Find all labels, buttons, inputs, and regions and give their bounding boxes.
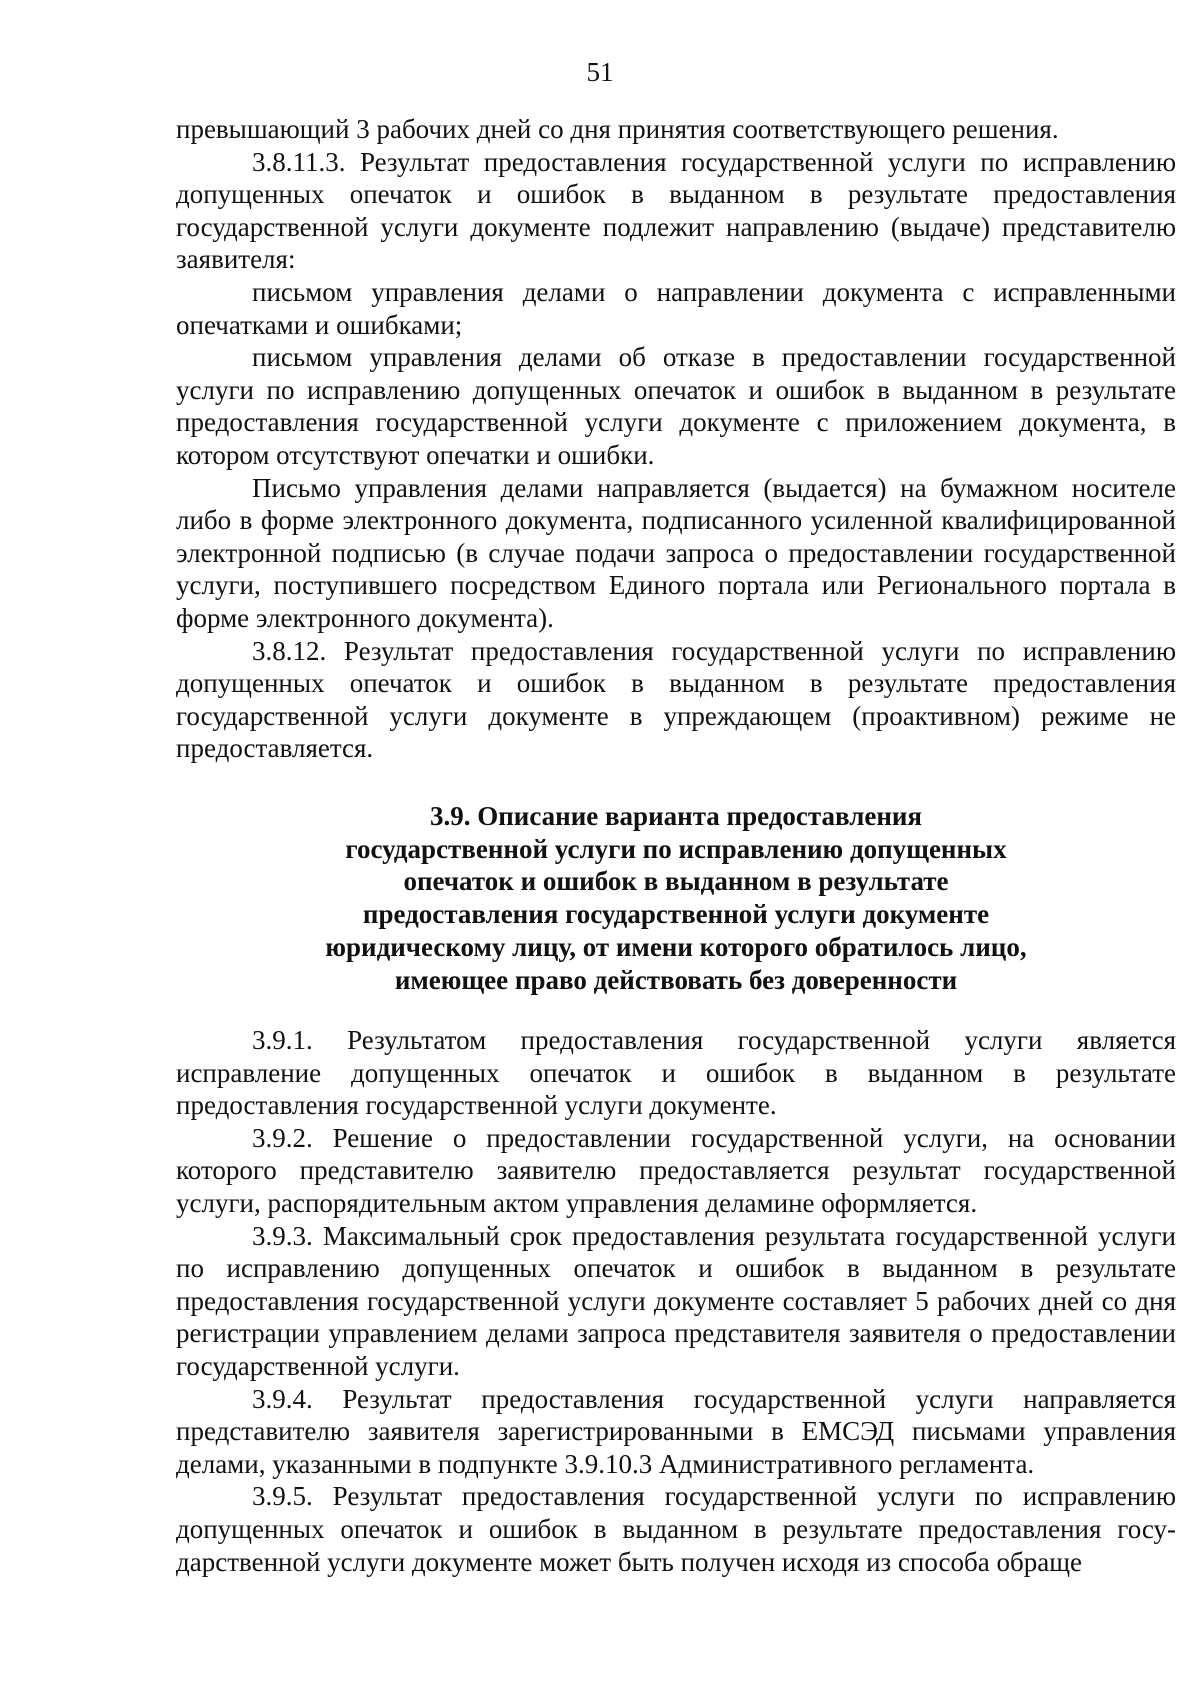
paragraph: письмом управления делами о направлении документа с исправленными опечатками и ошибками; bbox=[176, 276, 1176, 340]
body-text-top bbox=[176, 113, 1176, 765]
section-heading bbox=[176, 800, 1176, 996]
paragraph: 3.8.12. Результат предоставления государственной услуги по исправлению допущенных опечаток и ошибок в выданном в результате предоставления государственной услуги документе в упреждающем (проактивном) режиме не предоставляется. bbox=[176, 635, 1176, 764]
heading-line: опечаток и ошибок в выданном в результате bbox=[403, 866, 949, 897]
heading-line: предоставления государственной услуги документе bbox=[362, 899, 990, 930]
heading-line: 3.9. Описание варианта предоставления bbox=[429, 801, 923, 831]
paragraph: 3.9.1. Результатом предоставления государственной услуги является исправление допущенных опечаток и ошибок в выданном в результате предоставления государственной услуги документе. bbox=[176, 1025, 1176, 1121]
paragraph: превышающий 3 рабочих дней со дня принятия соответствующего решения. bbox=[176, 114, 1059, 144]
heading-line: государственной услуги по исправлению допущенных bbox=[345, 833, 1007, 864]
paragraph: письмом управления делами об отказе в предоставлении государственной услуги по исправлению допущенных опечаток и ошибок в выданном в результате предоставления государственной услуги документе с приложением документа, в котором отсутствуют опечатки и ошибки. bbox=[176, 342, 1176, 470]
paragraph: Письмо управления делами направляется (выдается) на бумажном носителе либо в форме электронного документа, подписанного усиленной квалифицированной электронной подписью (в случае подачи запроса о предоставлении государственной услуги, поступившего посредством Единого портала или Регионального портала в форме электронного документа). bbox=[176, 472, 1176, 633]
paragraph: 3.9.4. Результат предоставления государственной услуги направляется представителю заявителя зарегистрированными в ЕМСЭД письмами управления делами, указанными в подпункте 3.9.10.3 Административного регламента. bbox=[176, 1383, 1176, 1479]
paragraph: 3.8.11.3. Результат предоставления государственной услуги по исправлению допущенных опечаток и ошибок в выданном в результате предоставления государственной услуги документе подлежит направлению (выдаче) представителю заявителя: bbox=[176, 146, 1176, 275]
body-text-bottom bbox=[176, 1024, 1176, 1578]
paragraph: 3.9.2. Решение о предоставлении государственной услуги, на основании которого представителю заявителю предоставляется результат государственной услуги, распорядительным актом управления деламине оформляется. bbox=[176, 1122, 1176, 1218]
paragraph: 3.9.5. Результат предоставления государственной услуги по исправлению допущенных опечаток и ошибок в выданном в результате предоставления государственной услуги документе может быть получен исходя из способа обраще bbox=[176, 1481, 1176, 1577]
page-number: 51 bbox=[586, 57, 614, 87]
paragraph: 3.9.3. Максимальный срок предоставления результата государственной услуги по исправлению допущенных опечаток и ошибок в выданном в результате предоставления государственной услуги документе составляет 5 рабочих дней со дня регистрации управлением делами запроса представителя заявителя о предоставлении государственной услуги. bbox=[176, 1220, 1176, 1381]
heading-line: имеющее право действовать без доверенности bbox=[394, 964, 958, 995]
heading-line: юридическому лицу, от имени которого обратилось лицо, bbox=[325, 931, 1027, 962]
